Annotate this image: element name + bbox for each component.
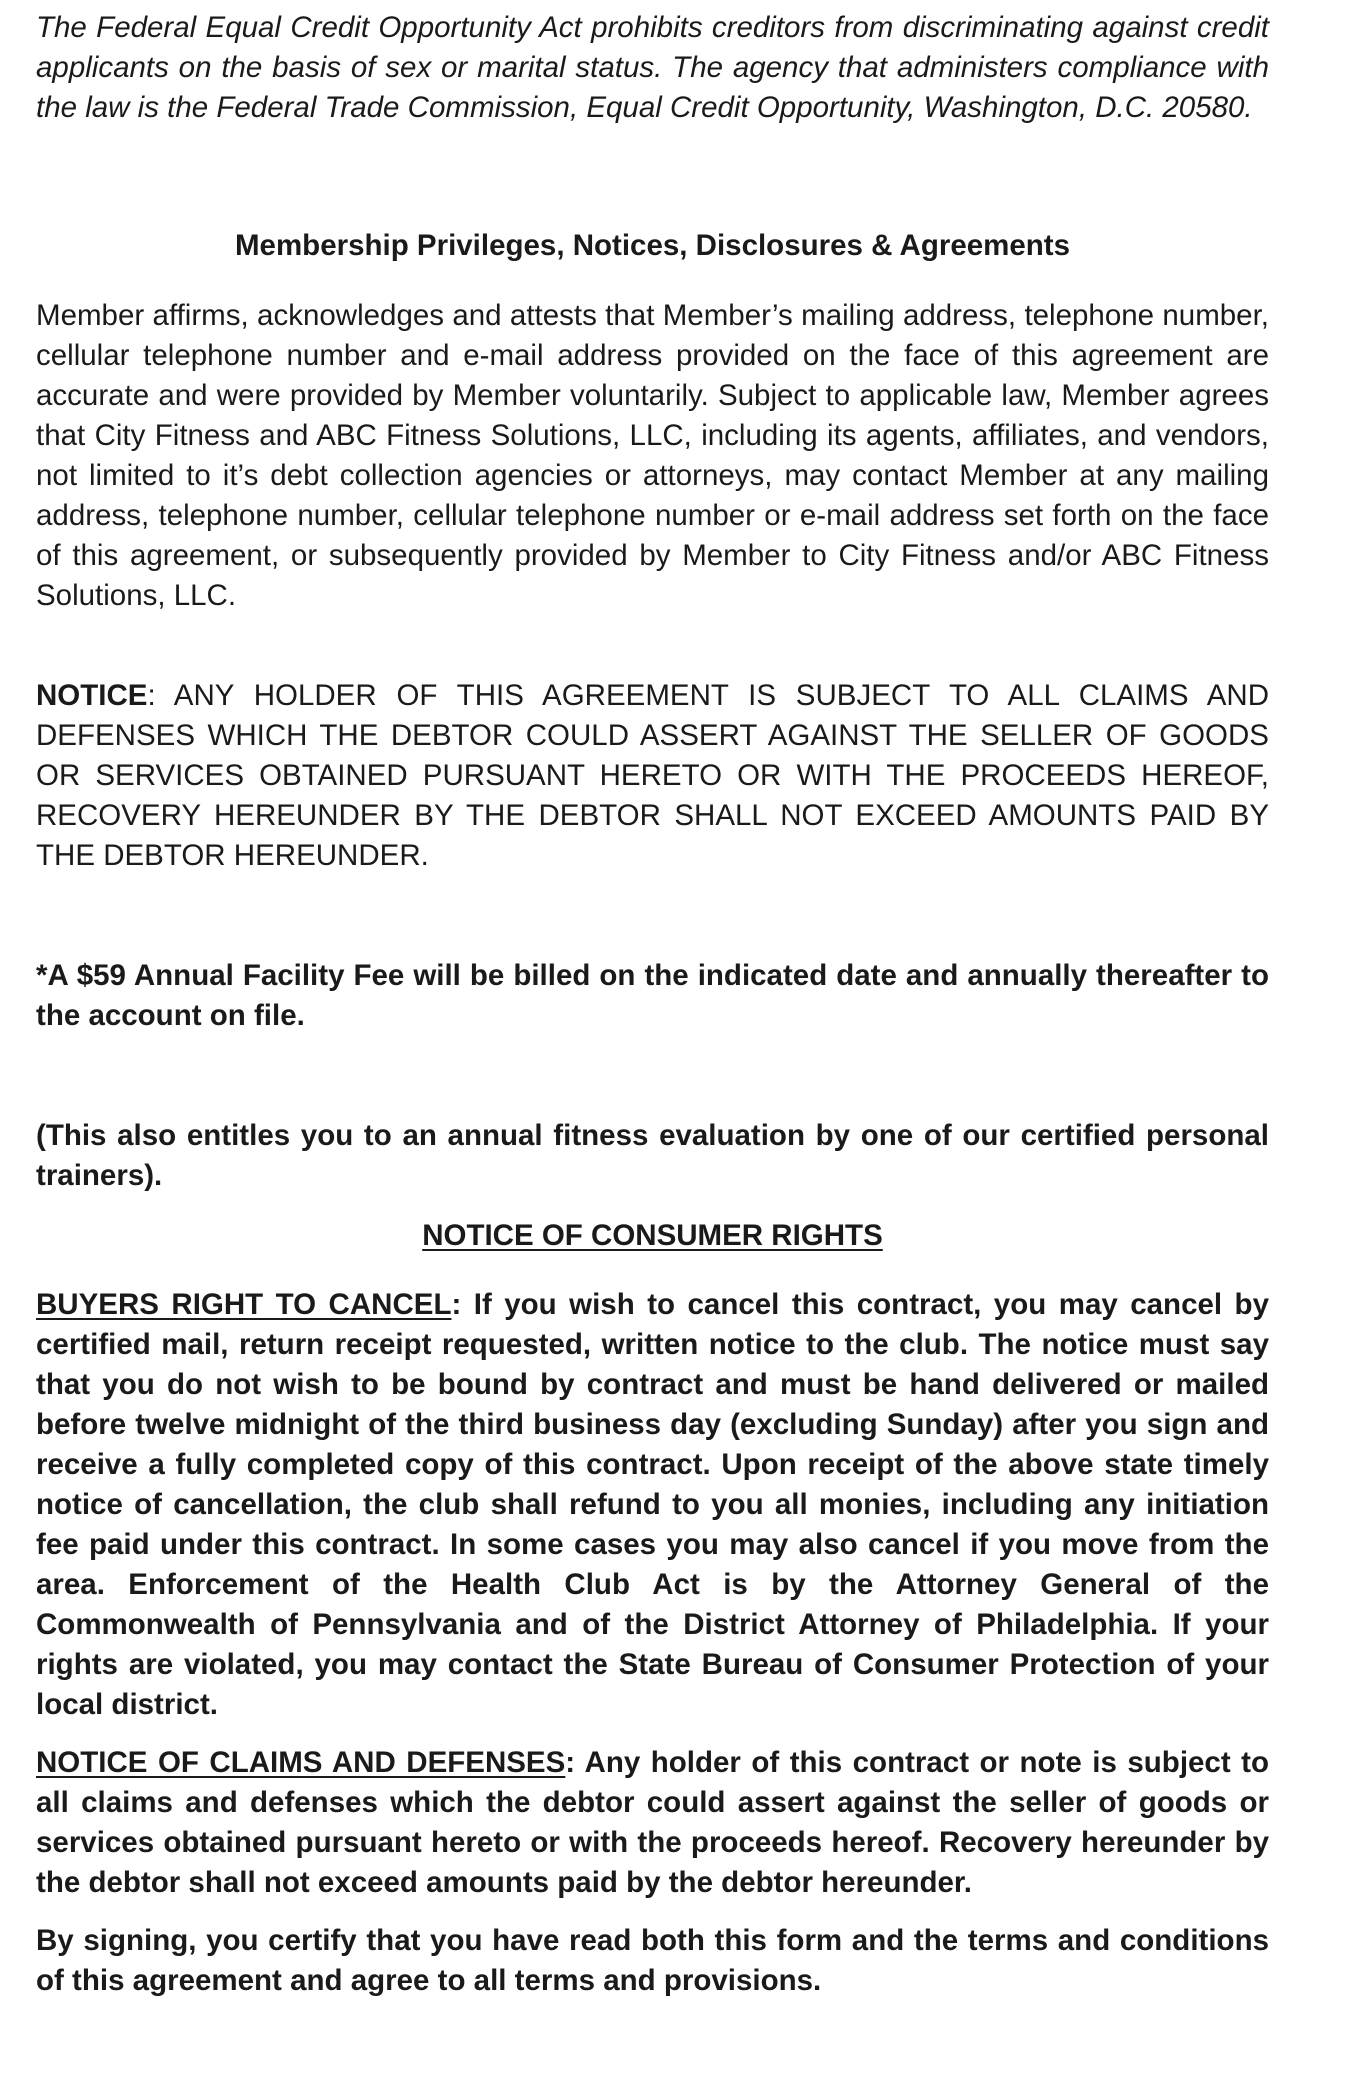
signing-certification: By signing, you certify that you have read both this form and the terms and conditions of this agreement and agree to all terms and provisions.: [36, 1924, 1269, 1997]
fitness-evaluation-note: (This also entitles you to an annual fitness evaluation by one of our certified personal trainers).: [36, 1118, 1269, 1192]
right-to-cancel-label: BUYERS RIGHT TO CANCEL: [36, 1288, 452, 1321]
ecoa-notice: The Federal Equal Credit Opportunity Act prohibits creditors from discriminating against credit applicants on the basis of sex or marital status. The agency that administers compliance with the law is the Federal Trade Commission, Equal Credit Opportunity, Washington, D.C. 20580.: [36, 11, 1269, 124]
claims-and-defenses-label: NOTICE OF CLAIMS AND DEFENSES: [36, 1746, 566, 1779]
holder-notice: [36, 676, 1269, 876]
facility-fee-notice: *A $59 Annual Facility Fee will be billed on the indicated date and annually thereafter to the account on file.: [36, 958, 1269, 1032]
consumer-rights-heading: NOTICE OF CONSUMER RIGHTS: [422, 1218, 883, 1252]
contract-page: [36, 8, 1269, 2001]
membership-body: Member affirms, acknowledges and attests that Member’s mailing address, telephone number, cellular telephone number and e-mail address provided on the face of this agreement are accurate and were provided by Member voluntarily. Subject to applicable law, Member agrees that City Fitness and ABC Fitness Solutions, LLC, including its agents, affiliates, and vendors, not limited to it’s debt collection agencies or attorneys, may contact Member at any mailing address, telephone number, cellular telephone number or e-mail address set forth on the face of this agreement, or subsequently provided by Member to City Fitness and/or ABC Fitness Solutions, LLC.: [36, 298, 1269, 612]
right-to-cancel-body: : If you wish to cancel this contract, you may cancel by certified mail, return receipt requested, written notice to the club. The notice must say that you do not wish to be bound by contract and must be hand delivered or mailed before twelve midnight of the third business day (excluding Sunday) after you sign and receive a fully completed copy of this contract. Upon receipt of the above state timely notice of cancellation, the club shall refund to you all monies, including any initiation fee paid under this contract. In some cases you may also cancel if you move from the area. Enforcement of the Health Club Act is by the Attorney General of the Commonwealth of Pennsylvania and of the District Attorney of Philadelphia. If your rights are violated, you may contact the State Bureau of Consumer Protection of your local district.: [36, 1288, 1269, 1721]
claims-and-defenses-body: : Any holder of this contract or note is subject to all claims and defenses which the debtor could assert against the seller of goods or services obtained pursuant hereto or with the proceeds hereof. Recovery hereunder by the debtor shall not exceed amounts paid by the debtor hereunder.: [36, 1746, 1269, 1899]
membership-heading: Membership Privileges, Notices, Disclosures & Agreements: [234, 229, 1071, 262]
holder-notice-label: NOTICE: [36, 678, 148, 712]
claims-and-defenses: [36, 1743, 1269, 1903]
holder-notice-body: : ANY HOLDER OF THIS AGREEMENT IS SUBJECT TO ALL CLAIMS AND DEFENSES WHICH THE DEBTOR COULD ASSERT AGAINST THE SELLER OF GOODS OR SERVICES OBTAINED PURSUANT HERETO OR WITH THE PROCEEDS HEREOF, RECOVERY HEREUNDER BY THE DEBTOR SHALL NOT EXCEED AMOUNTS PAID BY THE DEBTOR HEREUNDER.: [36, 678, 1269, 872]
right-to-cancel: [36, 1285, 1269, 1725]
